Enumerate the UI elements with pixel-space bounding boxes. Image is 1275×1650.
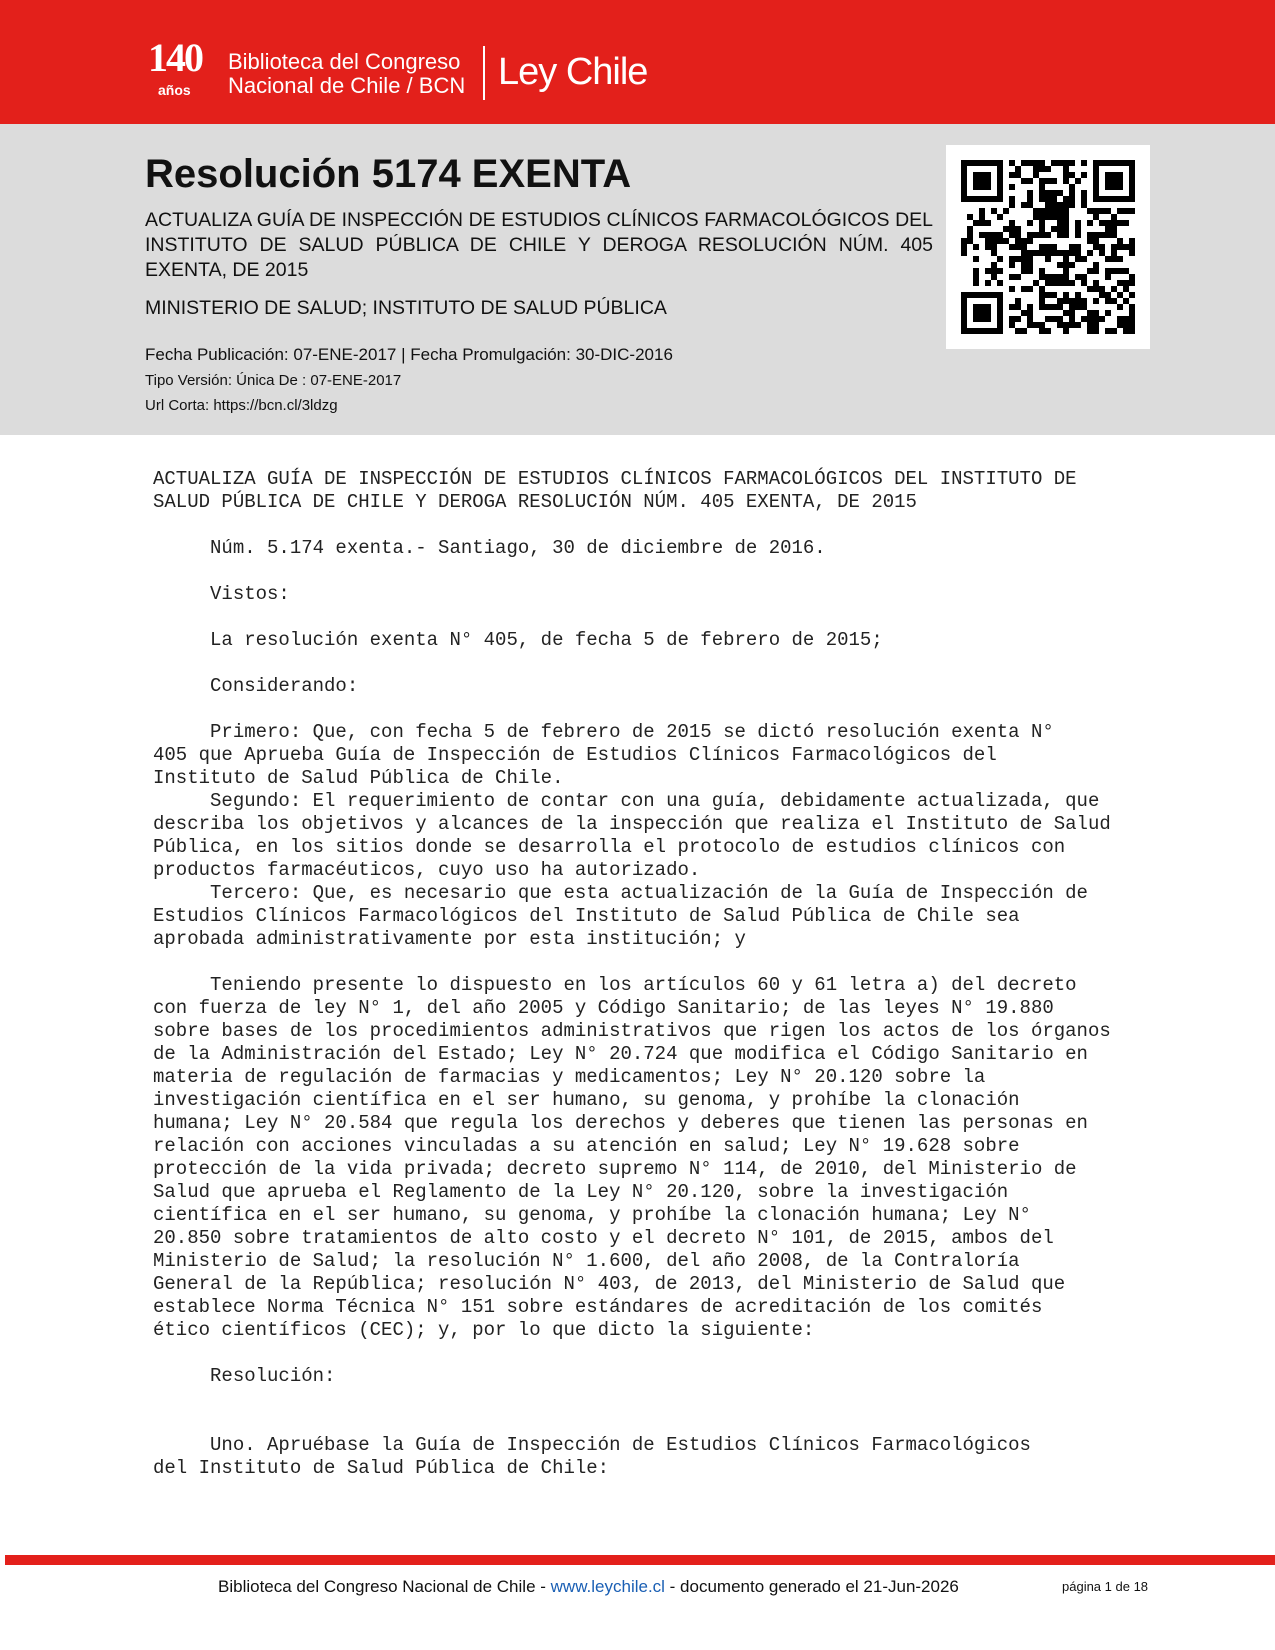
footer-divider	[5, 1555, 1275, 1565]
considerando-label: Considerando:	[153, 675, 359, 697]
ley-chile-brand: Ley Chile	[498, 51, 648, 93]
footer-text	[218, 1576, 959, 1598]
qr-code-icon	[946, 145, 1150, 349]
leychile-link[interactable]: www.leychile.cl	[550, 1577, 665, 1596]
logo-divider	[483, 46, 485, 100]
document-title: Resolución 5174 EXENTA	[145, 152, 632, 196]
vistos-label: Vistos:	[153, 583, 290, 605]
logo-anniversary-number: 140	[148, 35, 202, 80]
version-type: Tipo Versión: Única De : 07-ENE-2017	[145, 372, 402, 389]
considerando-text: Primero: Que, con fecha 5 de febrero de 2015 se dictó resolución exenta N° 405 que Aprueba Guía de Inspección de Estudios Clínicos Farmacológicos del Instituto de Salud Pública de Chile. Segundo: El requerimiento de contar con una guía, debidamente actualizada, que describa los objetivos y alcances de la inspección que realiza el Instituto de Salud Pública, en los sitios donde se desarrolla el protocolo de estudios clínicos con productos farmacéuticos, cuyo uso ha autorizado. Tercero: Que, es necesario que esta actualización de la Guía de Inspección de Estudios Clínicos Farmacológicos del Instituto de Salud Pública de Chile sea aprobada administrativamente por esta institución; y	[153, 721, 1111, 950]
teniendo-presente-text: Teniendo presente lo dispuesto en los artículos 60 y 61 letra a) del decreto con fuerza de ley N° 1, del año 2005 y Código Sanitario; de las leyes N° 19.880 sobre bases de los procedimientos administrativos que rigen los actos de los órganos de la Administración del Estado; Ley N° 20.724 que modifica el Código Sanitario en materia de regulación de farmacias y medicamentos; Ley N° 20.120 sobre la investigación científica en el ser humano, su genoma, y prohíbe la clonación humana; Ley N° 20.584 que regula los derechos y deberes que tienen las personas en relación con acciones vinculadas a su atención en salud; Ley N° 19.628 sobre protección de la vida privada; decreto supremo N° 114, de 2010, del Ministerio de Salud que aprueba el Reglamento de la Ley N° 20.120, sobre la investigación científica en el ser humano, su genoma, y prohíbe la clonación humana; Ley N° 20.850 sobre tratamientos de alto costo y el decreto N° 101, de 2015, ambos del Ministerio de Salud; la resolución N° 1.600, del año 2008, de la Contraloría General de la República; resolución N° 403, de 2013, del Ministerio de Salud que establece Norma Técnica N° 151 sobre estándares de acreditación de los comités ético científicos (CEC); y, por lo que dicto la siguiente:	[153, 974, 1111, 1341]
logo-anniversary-label: años	[158, 82, 191, 98]
footer-suffix: - documento generado el 21-Jun-2026	[664, 1577, 959, 1596]
document-subtitle: ACTUALIZA GUÍA DE INSPECCIÓN DE ESTUDIOS CLÍNICOS FARMACOLÓGICOS DEL INSTITUTO DE SALUD PÚBLICA DE CHILE Y DEROGA RESOLUCIÓN NÚM. 405 EXENTA, DE 2015	[145, 209, 933, 281]
logo-org-line2: Nacional de Chile / BCN	[228, 73, 466, 98]
document-header	[0, 124, 1275, 435]
short-url[interactable]: Url Corta: https://bcn.cl/3ldzg	[145, 397, 338, 414]
top-banner	[0, 0, 1275, 124]
vistos-text: La resolución exenta N° 405, de fecha 5 de febrero de 2015;	[153, 629, 883, 651]
document-body	[153, 468, 1213, 1480]
publication-dates: Fecha Publicación: 07-ENE-2017 | Fecha Promulgación: 30-DIC-2016	[145, 345, 673, 364]
body-heading: ACTUALIZA GUÍA DE INSPECCIÓN DE ESTUDIOS CLÍNICOS FARMACOLÓGICOS DEL INSTITUTO DE SALUD PÚBLICA DE CHILE Y DEROGA RESOLUCIÓN NÚM. 405 EXENTA, DE 2015	[153, 468, 1077, 513]
logo-org-name	[228, 50, 465, 98]
page-number: página 1 de 18	[1062, 1579, 1149, 1594]
resolution-number: Núm. 5.174 exenta.- Santiago, 30 de diciembre de 2016.	[153, 537, 826, 559]
issuing-ministry: MINISTERIO DE SALUD; INSTITUTO DE SALUD PÚBLICA	[145, 297, 667, 319]
resolucion-label: Resolución:	[153, 1365, 336, 1387]
logo-org-line1: Biblioteca del Congreso	[228, 49, 461, 74]
footer-prefix: Biblioteca del Congreso Nacional de Chile -	[218, 1577, 551, 1596]
resolution-article-uno: Uno. Apruébase la Guía de Inspección de Estudios Clínicos Farmacológicos del Instituto de Salud Pública de Chile:	[153, 1434, 1031, 1479]
